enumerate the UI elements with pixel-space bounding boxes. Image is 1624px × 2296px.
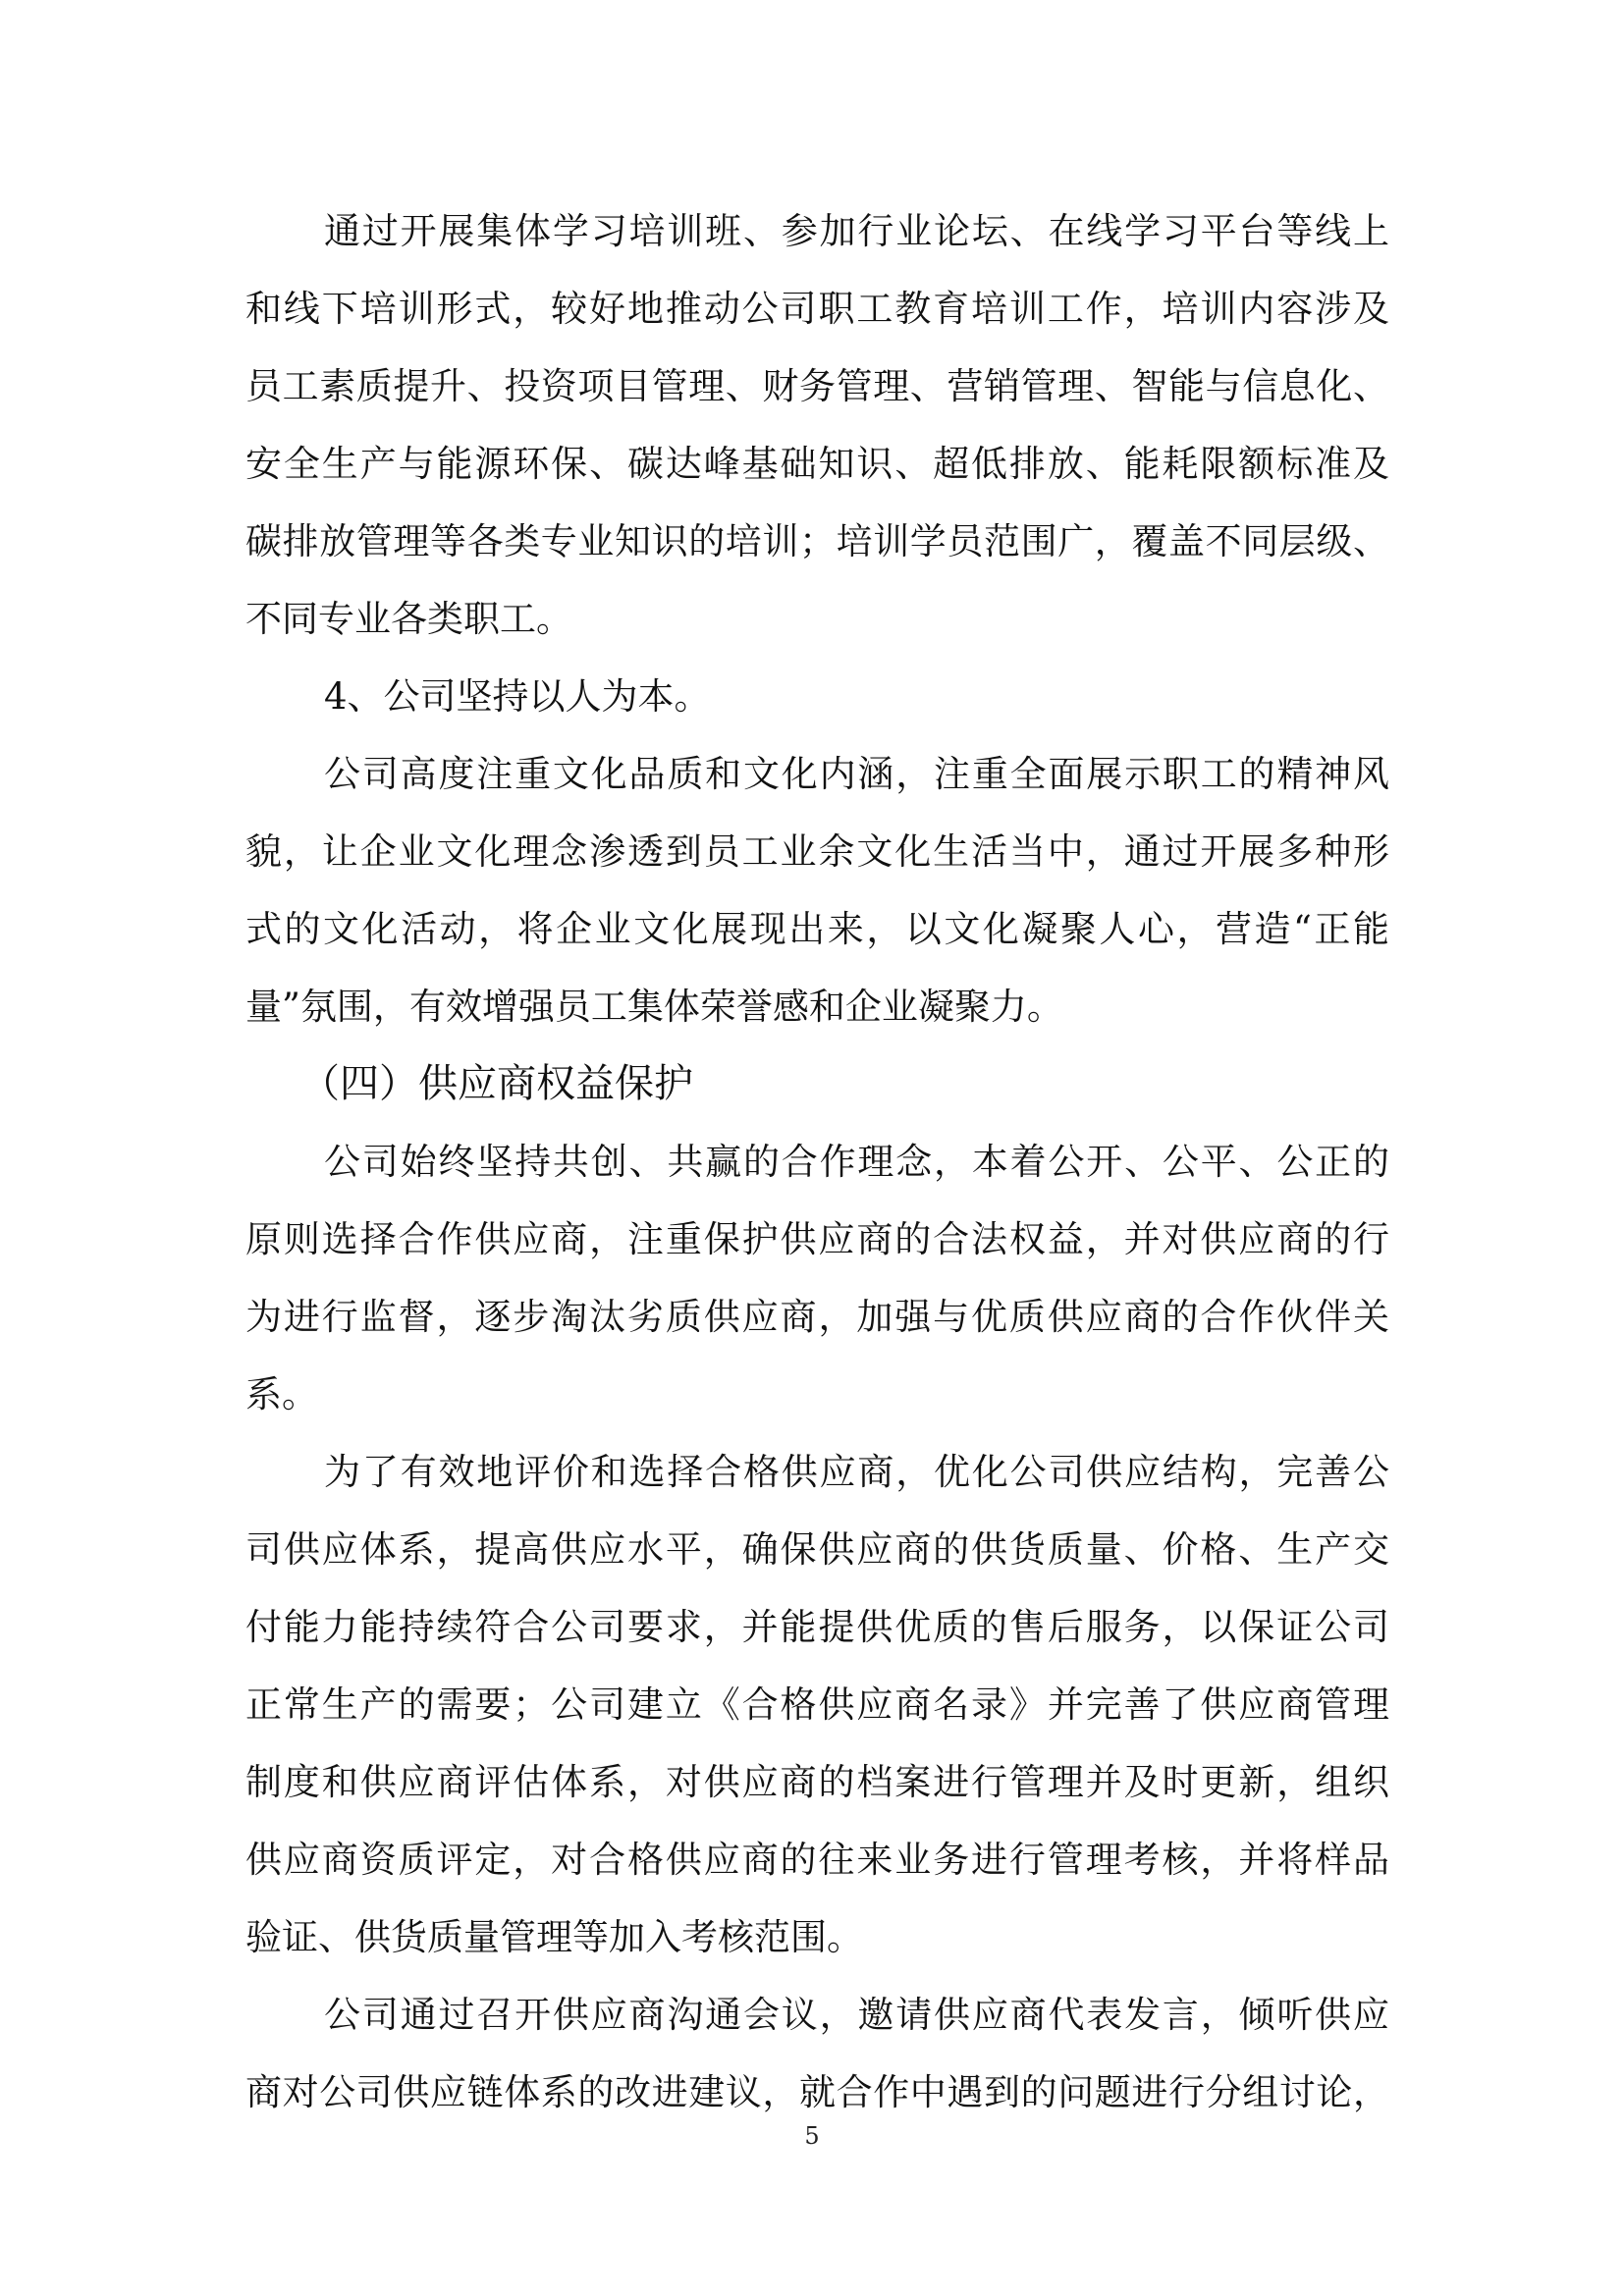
text-line: 付能力能持续符合公司要求，并能提供优质的售后服务，以保证公司 — [245, 1606, 1389, 1648]
text-line: 商对公司供应链体系的改进建议，就合作中遇到的问题进行分组讨论， — [245, 2071, 1389, 2113]
text-line: 和线下培训形式，较好地推动公司职工教育培训工作，培训内容涉及 — [245, 288, 1389, 330]
paragraph — [245, 192, 1389, 658]
paragraph — [245, 1433, 1389, 1976]
text-line: 为进行监督，逐步淘汰劣质供应商，加强与优质供应商的合作伙伴关 — [245, 1296, 1389, 1338]
section-heading: （四）供应商权益保护 — [300, 1061, 693, 1106]
text-line: 式的文化活动，将企业文化展现出来，以文化凝聚人心，营造“正能 — [245, 908, 1389, 950]
text-line: 安全生产与能源环保、碳达峰基础知识、超低排放、能耗限额标准及 — [245, 443, 1389, 485]
text-line: 貌，让企业文化理念渗透到员工业余文化生活当中，通过开展多种形 — [245, 830, 1389, 873]
text-line: 司供应体系，提高供应水平，确保供应商的供货质量、价格、生产交 — [245, 1528, 1389, 1571]
text-line: 4、公司坚持以人为本。 — [324, 675, 711, 718]
paragraph — [245, 735, 1389, 1045]
text-line: 原则选择合作供应商，注重保护供应商的合法权益，并对供应商的行 — [245, 1218, 1389, 1260]
text-line: 为了有效地评价和选择合格供应商，优化公司供应结构，完善公 — [324, 1451, 1389, 1493]
text-line: 正常生产的需要；公司建立《合格供应商名录》并完善了供应商管理 — [245, 1683, 1389, 1726]
document-page — [245, 192, 1389, 2131]
text-line: 验证、供货质量管理等加入考核范围。 — [245, 1916, 863, 1958]
text-line: 碳排放管理等各类专业知识的培训；培训学员范围广，覆盖不同层级、 — [245, 520, 1389, 562]
text-line: 不同专业各类职工。 — [245, 598, 572, 640]
text-line: 供应商资质评定，对合格供应商的往来业务进行管理考核，并将样品 — [245, 1839, 1389, 1881]
text-line: 通过开展集体学习培训班、参加行业论坛、在线学习平台等线上 — [324, 210, 1389, 252]
text-line: 公司高度注重文化品质和文化内涵，注重全面展示职工的精神风 — [324, 753, 1389, 795]
text-line: 量”氛围，有效增强员工集体荣誉感和企业凝聚力。 — [245, 986, 1063, 1028]
text-line: 公司始终坚持共创、共赢的合作理念，本着公开、公平、公正的 — [324, 1141, 1389, 1183]
text-line: 公司通过召开供应商沟通会议，邀请供应商代表发言，倾听供应 — [324, 1994, 1389, 2036]
paragraph — [245, 1976, 1389, 2131]
page-number: 5 — [804, 2122, 820, 2150]
text-line: 员工素质提升、投资项目管理、财务管理、营销管理、智能与信息化、 — [245, 365, 1389, 407]
text-line: 系。 — [245, 1373, 318, 1415]
paragraph — [245, 1123, 1389, 1433]
text-line: 制度和供应商评估体系，对供应商的档案进行管理并及时更新，组织 — [245, 1761, 1389, 1803]
paragraph — [245, 658, 1389, 735]
